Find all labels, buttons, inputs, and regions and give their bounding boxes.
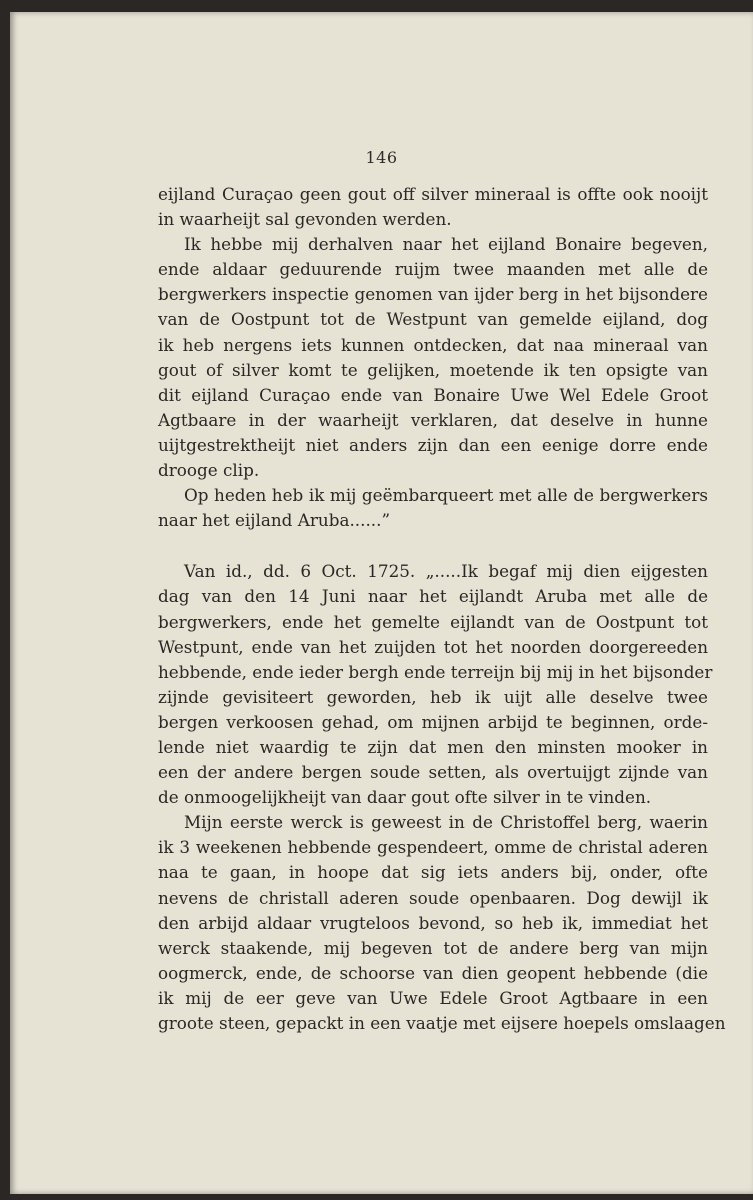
text-line: werck staakende, mij begeven tot de andere berg van mijn <box>158 937 708 958</box>
text-line: ende aldaar geduurende ruijm twee maanden met alle de <box>158 259 708 280</box>
text-line: in waarheijt sal gevonden werden. <box>158 209 452 230</box>
text-line: nevens de christall aderen soude openbaaren. Dog dewijl ik <box>158 887 708 908</box>
text-line: uijtgestrektheijt niet anders zijn dan een eenige dorre ende <box>158 434 708 455</box>
text-line: bergwerkers inspectie genomen van ijder berg in het bijsondere <box>158 284 708 305</box>
text-line: bergen verkoosen gehad, om mijnen arbijd te beginnen, orde- <box>158 711 708 732</box>
text-line: oogmerck, ende, de schoorse van dien geopent hebbende (die <box>158 962 708 983</box>
text-line: Van id., dd. 6 Oct. 1725. „.....Ik begaf mij dien eijgesten <box>184 561 708 582</box>
text-line: van de Oostpunt tot de Westpunt van gemelde eijland, dog <box>158 309 708 330</box>
text-line: lende niet waardig te zijn dat men den minsten mooker in <box>158 736 708 757</box>
text-line: zijnde gevisiteert geworden, heb ik uijt alle deselve twee <box>158 686 708 707</box>
text-line: ik heb nergens iets kunnen ontdecken, dat naa mineraal van <box>158 334 708 355</box>
book-page <box>10 12 753 1194</box>
text-line: Ik hebbe mij derhalven naar het eijland Bonaire begeven, <box>184 234 708 255</box>
text-line: groote steen, gepackt in een vaatje met eijsere hoepels omslaagen <box>158 1013 726 1033</box>
text-line: eijland Curaçao geen gout off silver mineraal is offte ook nooijt <box>158 184 708 204</box>
text-line: Mijn eerste werck is geweest in de Christoffel berg, waerin <box>184 812 708 833</box>
page-number: 146 <box>365 148 398 167</box>
text-line: een der andere bergen soude setten, als overtuijgt zijnde van <box>158 762 708 783</box>
text-line: Agtbaare in der waarheijt verklaren, dat deselve in hunne <box>158 409 708 430</box>
paragraph-gap <box>158 533 708 559</box>
text-line: drooge clip. <box>158 460 260 481</box>
text-line: Op heden heb ik mij geëmbarqueert met alle de bergwerkers <box>184 485 708 506</box>
text-line: de onmoogelijkheijt van daar gout ofte silver in te vinden. <box>158 787 652 808</box>
text-line: hebbende, ende ieder bergh ende terreijn bij mij in het bijsonder <box>158 661 713 682</box>
text-line: dit eijland Curaçao ende van Bonaire Uwe Wel Edele Groot <box>158 384 708 405</box>
body-text <box>158 182 726 1036</box>
text-line: naar het eijland Aruba......” <box>158 510 391 531</box>
text-line: Westpunt, ende van het zuijden tot het noorden doorgereeden <box>158 636 708 657</box>
text-line: ik mij de eer geve van Uwe Edele Groot Agtbaare in een <box>158 987 708 1008</box>
text-line: naa te gaan, in hoope dat sig iets anders bij, onder, ofte <box>158 862 708 883</box>
text-line: bergwerkers, ende het gemelte eijlandt van de Oostpunt tot <box>158 611 708 632</box>
text-line: dag van den 14 Juni naar het eijlandt Aruba met alle de <box>158 586 708 607</box>
text-line: gout of silver komt te gelijken, moetende ik ten opsigte van <box>158 359 708 380</box>
text-line: den arbijd aldaar vrugteloos bevond, so heb ik, immediat het <box>158 912 708 933</box>
text-line: ik 3 weekenen hebbende gespendeert, omme de christal aderen <box>158 837 708 858</box>
